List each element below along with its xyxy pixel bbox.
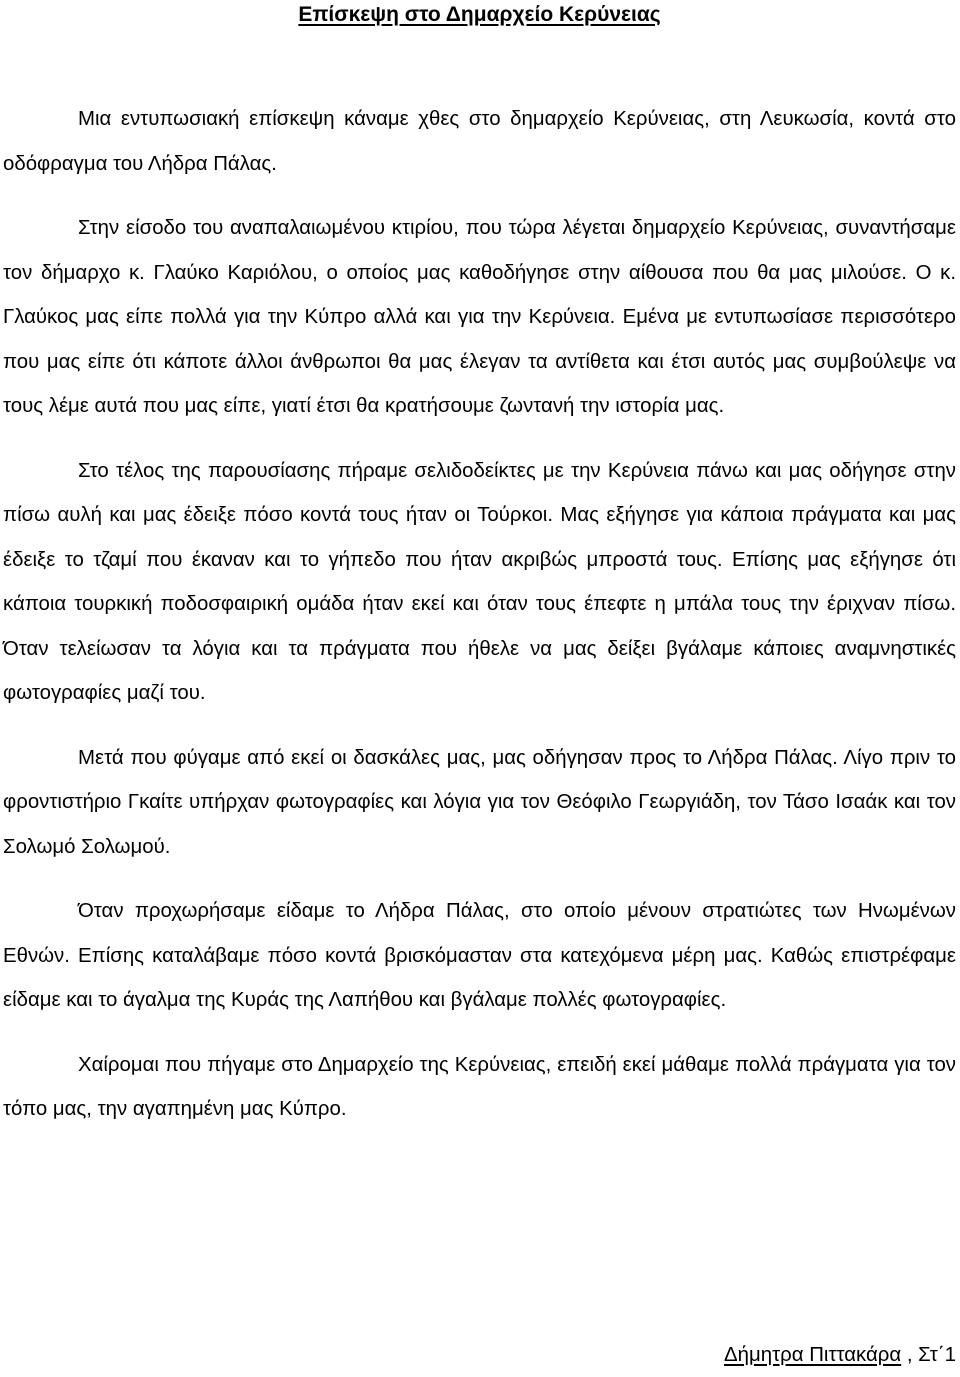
paragraph-1: Μια εντυπωσιακή επίσκεψη κάναμε χθες στο δημαρχείο Κερύνειας, στη Λευκωσία, κοντά στο οδόφραγμα του Λήδρα Πάλας. — [3, 108, 956, 175]
paragraph-6: Χαίρομαι που πήγαμε στο Δημαρχείο της Κερύνειας, επειδή εκεί μάθαμε πολλά πράγματα για τον τόπο μας, την αγαπημένη μας Κύπρο. — [3, 1053, 956, 1120]
document-page — [3, 0, 956, 1132]
paragraph-5: Όταν προχωρήσαμε είδαμε το Λήδρα Πάλας, στο οποίο μένουν στρατιώτες των Ηνωμένων Εθνών. Επίσης καταλάβαμε πόσο κοντά βρισκόμασταν στα κατεχόμενα μέρη μας. Καθώς επιστρέφαμε είδαμε και το άγαλμα της Κυράς της Λαπήθου και βγάλαμε πολλές φωτογραφίες. — [3, 900, 956, 1011]
document-title: Επίσκεψη στο Δημαρχείο Κερύνειας — [298, 3, 661, 26]
signature-name: Δήμητρα Πιττακάρα — [724, 1344, 902, 1366]
paragraph-2: Στην είσοδο του αναπαλαιωμένου κτιρίου, που τώρα λέγεται δημαρχείο Κερύνειας, συναντήσαμε τον δήμαρχο κ. Γλαύκο Καριόλου, ο οποίος μας καθοδήγησε στην αίθουσα που θα μας μιλούσε. Ο κ. Γλαύκος μας είπε πολλά για την Κύπρο αλλά και για την Κερύνεια. Εμένα με εντυπωσίασε περισσότερο που μας είπε ότι κάποτε άλλοι άνθρωποι θα μας έλεγαν τα αντίθετα και έτσι αυτός μας συμβούλεψε να τους λέμε αυτά που μας είπε, γιατί έτσι θα κρατήσουμε ζωντανή την ιστορία μας. — [3, 217, 956, 417]
paragraph-4: Μετά που φύγαμε από εκεί οι δασκάλες μας, μας οδήγησαν προς το Λήδρα Πάλας. Λίγο πριν το φροντιστήριο Γκαίτε υπήρχαν φωτογραφίες και λόγια για τον Θεόφιλο Γεωργιάδη, τον Τάσο Ισαάκ και τον Σολωμό Σολωμού. — [3, 746, 956, 858]
paragraph-3: Στο τέλος της παρουσίασης πήραμε σελιδοδείκτες με την Κερύνεια πάνω και μας οδήγησε στην πίσω αυλή και μας έδειξε πόσο κοντά τους ήταν οι Τούρκοι. Μας εξήγησε για κάποια πράγματα και μας έδειξε το τζαμί που έκαναν και το γήπεδο που ήταν ακριβώς μπροστά τους. Επίσης μας εξήγησε ότι κάποια τουρκική ποδοσφαιρική ομάδα ήταν εκεί και όταν τους έπεφτε η μπάλα τους την έριχναν πίσω. Όταν τελείωσαν τα λόγια και τα πράγματα που ήθελε να μας δείξει βγάλαμε κάποιες αναμνηστικές φωτογραφίες μαζί του. — [3, 459, 956, 704]
signature-class: , Στ΄1 — [901, 1344, 956, 1366]
signature — [724, 1333, 956, 1377]
